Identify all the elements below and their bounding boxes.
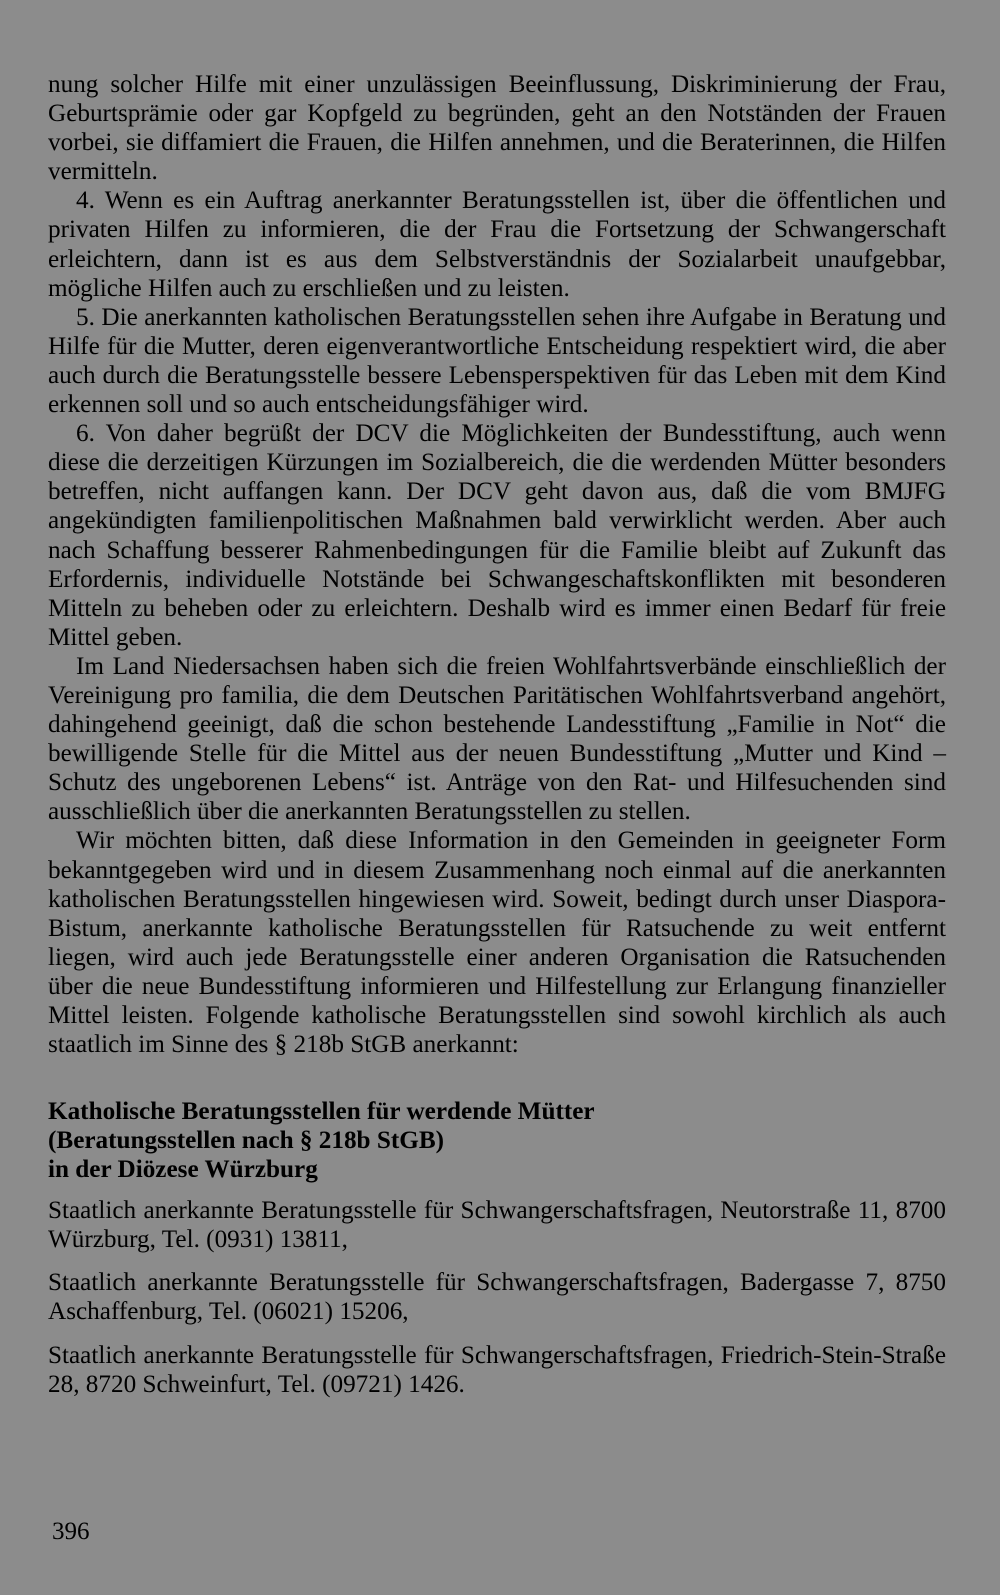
- page-number: 396: [52, 1518, 90, 1545]
- address-entry-aschaffenburg: Staatlich anerkannte Beratungsstelle für Schwangerschaftsfragen, Badergasse 7, 8750 Aschaffenburg, Tel. (06021) 15206,: [48, 1269, 946, 1326]
- address-entry-schweinfurt: Staatlich anerkannte Beratungsstelle für Schwangerschaftsfragen, Friedrich-Stein-Straße 28, 8720 Schweinfurt, Tel. (09721) 1426.: [48, 1341, 946, 1398]
- section-heading: [48, 1097, 946, 1184]
- body-paragraph-1: nung solcher Hilfe mit einer unzulässigen Beeinflussung, Diskriminierung der Frau, Geburtsprämie oder gar Kopfgeld zu begründen, geht an den Notständen der Frauen vorbei, sie diffamiert die Frauen, die Hilfen annehmen, und die Beraterinnen, die Hilfen vermitteln.: [48, 71, 946, 186]
- address-entry-wuerzburg: Staatlich anerkannte Beratungsstelle für Schwangerschaftsfragen, Neutorstraße 11, 8700 Würzburg, Tel. (0931) 13811,: [48, 1197, 946, 1254]
- body-paragraph-6: Wir möchten bitten, daß diese Information in den Gemeinden in geeigneter Form bekanntgegeben wird und in diesem Zusammenhang noch einmal auf die anerkannten katholischen Beratungsstellen hingewiesen wird. Soweit, bedingt durch unser Diaspora-Bistum, anerkannte katholische Beratungsstellen für Ratsuchende zu weit entfernt liegen, wird auch jede Beratungsstelle einer anderen Organisation die Ratsuchenden über die neue Bundesstiftung informieren und Hilfestellung zur Erlangung finanzieller Mittel leisten. Folgende katholische Beratungsstellen sind sowohl kirchlich als auch staatlich im Sinne des § 218b StGB anerkannt:: [48, 827, 946, 1059]
- heading-line-3: in der Diözese Würzburg: [48, 1156, 318, 1184]
- document-page: [48, 70, 946, 1399]
- heading-line-2: (Beratungsstellen nach § 218b StGB): [48, 1127, 445, 1155]
- body-paragraph-4: 6. Von daher begrüßt der DCV die Möglichkeiten der Bundesstiftung, auch wenn diese die derzeitigen Kürzungen im Sozialbereich, die die werdenden Mütter besonders betreffen, nicht auffangen kann. Der DCV geht davon aus, daß die vom BMJFG angekündigten familienpolitischen Maßnahmen bald verwirklicht werden. Aber auch nach Schaffung besserer Rahmenbedingungen für die Familie bleibt auf Zukunft das Erfordernis, individuelle Notstände bei Schwangeschaftskonflikten mit besonderen Mitteln zu beheben oder zu erleichtern. Deshalb wird es immer einen Bedarf für freie Mittel geben.: [48, 420, 946, 651]
- heading-line-1: Katholische Beratungsstellen für werdende Mütter: [48, 1098, 595, 1126]
- body-paragraph-3: 5. Die anerkannten katholischen Beratungsstellen sehen ihre Aufgabe in Beratung und Hilfe für die Mutter, deren eigenverantwortliche Entscheidung respektiert wird, die aber auch durch die Beratungsstelle bessere Lebensperspektiven für das Leben mit dem Kind erkennen soll und so auch entscheidungsfähiger wird.: [48, 303, 946, 419]
- body-paragraph-5: Im Land Niedersachsen haben sich die freien Wohlfahrtsverbände einschließlich der Vereinigung pro familia, die dem Deutschen Paritätischen Wohlfahrtsverband angehört, dahingehend geeinigt, daß die schon bestehende Landesstiftung „Familie in Not“ die bewilligende Stelle für die Mittel aus der neuen Bundesstiftung „Mutter und Kind – Schutz des ungeborenen Lebens“ ist. Anträge von den Rat- und Hilfesuchenden sind ausschließlich über die anerkannten Beratungsstellen zu stellen.: [48, 652, 946, 826]
- body-paragraph-2: 4. Wenn es ein Auftrag anerkannter Beratungsstellen ist, über die öffentlichen und privaten Hilfen zu informieren, die der Frau die Fortsetzung der Schwangerschaft erleichtern, dann ist es aus dem Selbstverständnis der Sozialarbeit unaufgebbar, mögliche Hilfen auch zu erschließen und zu leisten.: [48, 187, 946, 302]
